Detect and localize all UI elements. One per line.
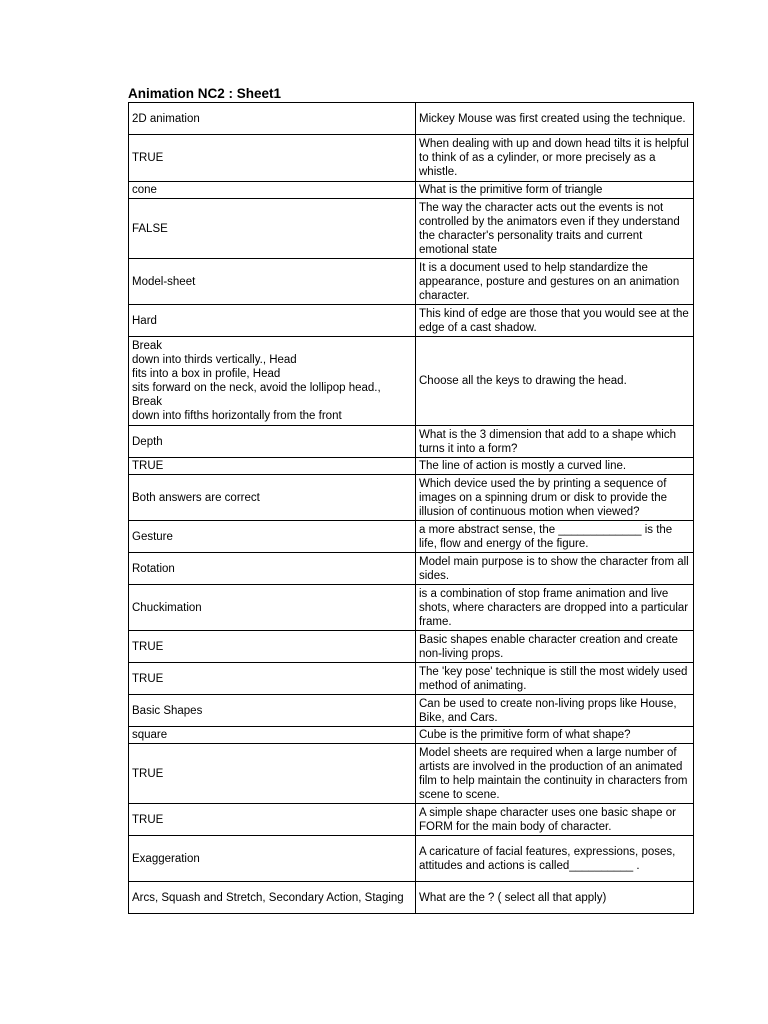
table-row [129,695,694,727]
answer-cell: square [129,727,416,744]
answer-cell: cone [129,182,416,199]
table-row [129,458,694,475]
question-cell: is a combination of stop frame animation and live shots, where characters are dropped into a particular frame. [416,585,694,631]
table-row [129,103,694,135]
question-cell: Basic shapes enable character creation and create non-living props. [416,631,694,663]
answer-cell: 2D animation [129,103,416,135]
question-cell: Model main purpose is to show the character from all sides. [416,553,694,585]
answer-cell: Basic Shapes [129,695,416,727]
question-cell: The way the character acts out the events is not controlled by the animators even if they understand the character's personality traits and current emotional state [416,199,694,259]
question-cell: Can be used to create non-living props like House, Bike, and Cars. [416,695,694,727]
table-row [129,727,694,744]
question-cell: What are the ? ( select all that apply) [416,882,694,914]
answer-cell: Chuckimation [129,585,416,631]
answer-cell: Hard [129,305,416,337]
answer-cell: FALSE [129,199,416,259]
table-row [129,631,694,663]
answer-cell: Exaggeration [129,836,416,882]
table-row [129,663,694,695]
question-cell: When dealing with up and down head tilts it is helpful to think of as a cylinder, or more precisely as a whistle. [416,135,694,182]
question-cell: The 'key pose' technique is still the most widely used method of animating. [416,663,694,695]
answer-cell: TRUE [129,663,416,695]
answer-cell: Both answers are correct [129,475,416,521]
answer-cell: TRUE [129,135,416,182]
page-title: Animation NC2 : Sheet1 [128,86,282,101]
table-row [129,182,694,199]
table-row [129,426,694,458]
answer-cell: Gesture [129,521,416,553]
question-cell: Cube is the primitive form of what shape? [416,727,694,744]
answer-cell: Model-sheet [129,259,416,305]
table-row [129,882,694,914]
table-row [129,553,694,585]
table-row [129,804,694,836]
answer-cell: Break down into thirds vertically., Head fits into a box in profile, Head sits forward on the neck, avoid the lollipop head., Break down into fifths horizontally from the front [129,337,416,426]
qa-table-body [129,103,694,914]
table-row [129,135,694,182]
answer-cell: Rotation [129,553,416,585]
table-row [129,744,694,804]
question-cell: A simple shape character uses one basic shape or FORM for the main body of character. [416,804,694,836]
question-cell: What is the primitive form of triangle [416,182,694,199]
answer-cell: Depth [129,426,416,458]
answer-cell: TRUE [129,458,416,475]
table-row [129,836,694,882]
table-row [129,305,694,337]
question-cell: A caricature of facial features, expressions, poses, attitudes and actions is called__________ . [416,836,694,882]
table-row [129,475,694,521]
question-cell: Which device used the by printing a sequence of images on a spinning drum or disk to provide the illusion of continuous motion when viewed? [416,475,694,521]
table-row [129,199,694,259]
answer-cell: TRUE [129,744,416,804]
question-cell: Mickey Mouse was first created using the technique. [416,103,694,135]
question-cell: a more abstract sense, the _____________ is the life, flow and energy of the figure. [416,521,694,553]
answer-cell: TRUE [129,804,416,836]
table-row [129,337,694,426]
table-row [129,259,694,305]
question-cell: This kind of edge are those that you would see at the edge of a cast shadow. [416,305,694,337]
question-cell: Choose all the keys to drawing the head. [416,337,694,426]
question-cell: What is the 3 dimension that add to a shape which turns it into a form? [416,426,694,458]
question-cell: The line of action is mostly a curved line. [416,458,694,475]
question-cell: Model sheets are required when a large number of artists are involved in the production of an animated film to help maintain the continuity in characters from scene to scene. [416,744,694,804]
answer-cell: Arcs, Squash and Stretch, Secondary Action, Staging [129,882,416,914]
answer-cell: TRUE [129,631,416,663]
table-row [129,585,694,631]
question-cell: It is a document used to help standardize the appearance, posture and gestures on an animation character. [416,259,694,305]
table-row [129,521,694,553]
qa-table [128,102,694,914]
